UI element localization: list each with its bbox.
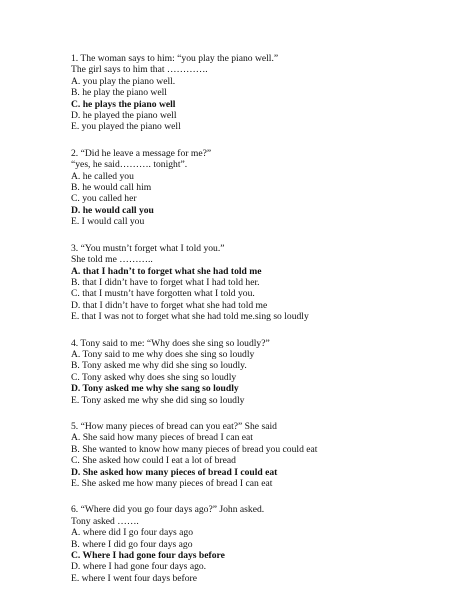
question-6-option-b: B. where I did go four days ago: [71, 538, 193, 550]
question-2-option-a: A. he called you: [71, 170, 134, 182]
question-2: [71, 148, 461, 228]
question-6-option-e: E. where I went four days before: [71, 572, 197, 584]
question-4-option-c: C. Tony asked why does she sing so loudly: [71, 371, 237, 383]
question-4-option-a: A. Tony said to me why does she sing so loudly: [71, 348, 255, 360]
question-4-prompt: 4. Tony said to me: “Why does she sing so loudly?”: [71, 337, 270, 349]
question-5-prompt: 5. “How many pieces of bread can you eat?” She said: [71, 420, 277, 432]
question-1-prompt: 1. The woman says to him: “you play the piano well.”: [71, 53, 279, 64]
question-6-prompt: 6. “Where did you go four days ago?” John asked.: [71, 504, 265, 516]
question-3: [71, 243, 461, 323]
question-3-option-b: B. that I didn’t have to forget what I had told her.: [71, 276, 260, 288]
question-list: [71, 53, 461, 599]
question-4-option-e: E. Tony asked me why she did sing so loudly: [71, 394, 245, 406]
question-5-option-e: E. She asked me how many pieces of bread I can eat: [71, 478, 273, 489]
question-1-stem: The girl says to him that ………….: [71, 64, 208, 76]
question-5-option-a: A. She said how many pieces of bread I can eat: [71, 432, 253, 444]
question-1-option-c: C. he plays the piano well: [71, 98, 176, 110]
question-1: [71, 53, 461, 133]
question-5: [71, 421, 461, 489]
question-6-option-a: A. where did I go four days ago: [71, 527, 194, 539]
question-2-option-d: D. he would call you: [71, 204, 154, 216]
question-6-option-d: D. where I had gone four days ago.: [71, 561, 207, 573]
question-3-option-a: A. that I hadn’t to forget what she had told me: [71, 265, 262, 277]
question-2-stem: “yes, he said………. tonight”.: [71, 159, 188, 171]
question-1-option-a: A. you play the piano well.: [71, 75, 176, 87]
question-6-option-c: C. Where I had gone four days before: [71, 550, 225, 562]
question-3-stem: She told me ………..: [71, 254, 153, 266]
question-2-option-e: E. I would call you: [71, 216, 145, 228]
question-3-option-d: D. that I didn’t have to forget what she had told me: [71, 299, 268, 311]
question-5-option-c: C. She asked how could I eat a lot of bread: [71, 455, 236, 467]
question-2-prompt: 2. “Did he leave a message for me?”: [71, 147, 212, 159]
question-4-option-b: B. Tony asked me why did she sing so loudly.: [71, 360, 247, 372]
question-3-option-e: E. that I was not to forget what she had told me.sing so loudly: [71, 311, 309, 323]
question-5-option-b: B. She wanted to know how many pieces of bread you could eat: [71, 443, 318, 455]
question-2-option-c: C. you called her: [71, 193, 137, 205]
question-2-option-b: B. he would call him: [71, 182, 152, 194]
question-5-option-d: D. She asked how many pieces of bread I could eat: [71, 466, 278, 478]
question-1-option-b: B. he play the piano well: [71, 87, 167, 99]
question-6: [71, 504, 461, 584]
question-4: [71, 338, 461, 406]
question-4-option-d: D. Tony asked me why she sang so loudly: [71, 383, 239, 395]
question-3-option-c: C. that I mustn’t have forgotten what I told you.: [71, 288, 255, 300]
question-1-option-e: E. you played the piano well: [71, 121, 181, 133]
question-6-stem: Tony asked …….: [71, 515, 139, 527]
question-1-option-d: D. he played the piano well: [71, 110, 177, 122]
question-3-prompt: 3. “You mustn’t forget what I told you.”: [71, 242, 225, 254]
